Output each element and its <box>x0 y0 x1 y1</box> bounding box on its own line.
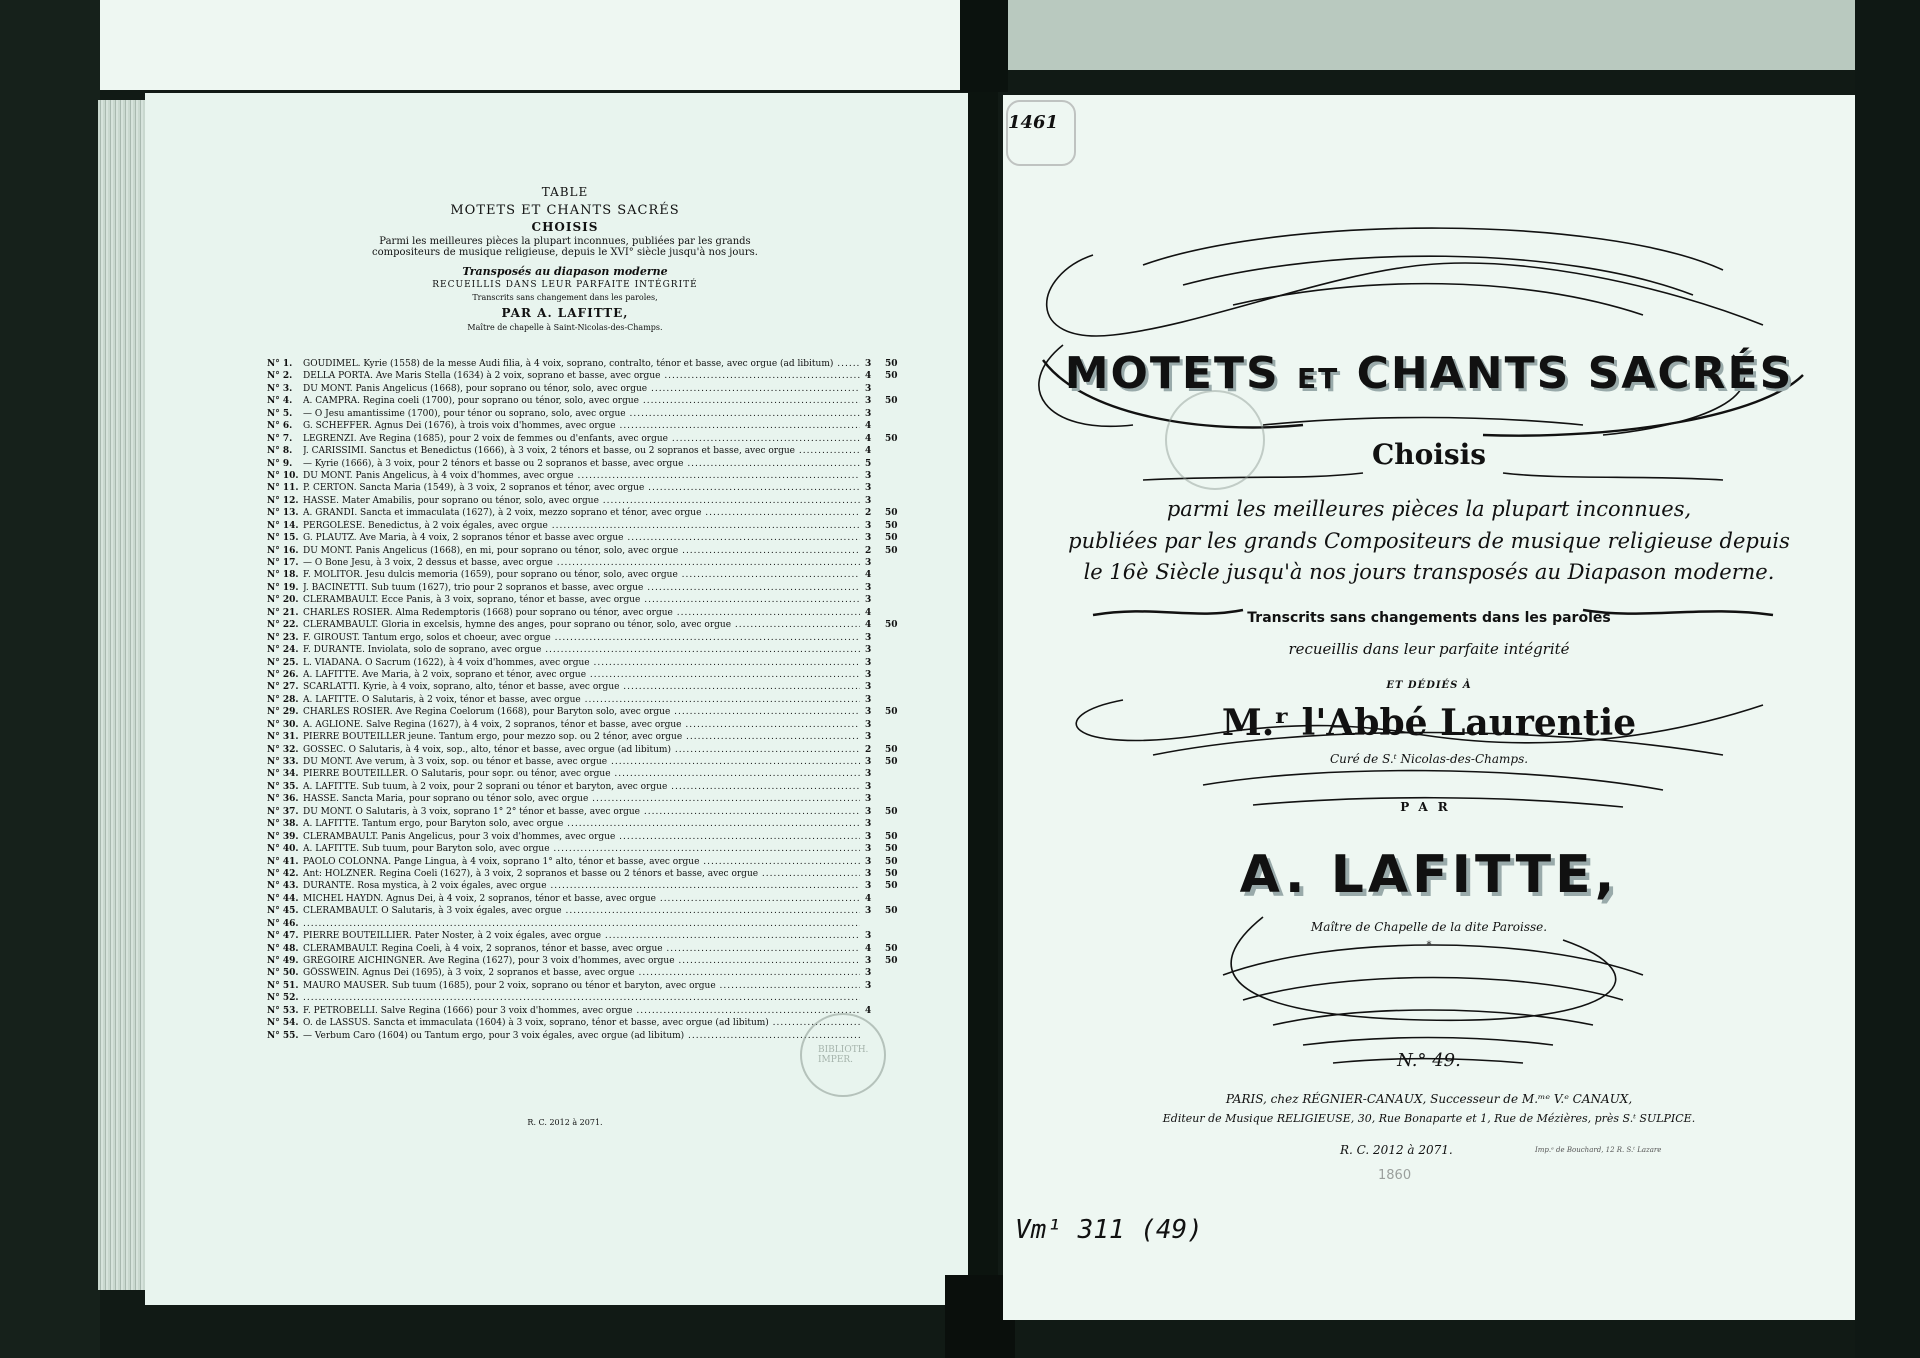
toc-entry-cents: 50 <box>885 508 898 519</box>
toc-entry-number: N° 30. <box>267 719 299 730</box>
toc-entry-text: CLERAMBAULT. Ecce Panis, à 3 voix, soprano, ténor et basse, avec orgue ..... <box>303 594 860 606</box>
toc-entry <box>267 744 917 756</box>
toc-entry-cents: 50 <box>885 545 898 556</box>
toc-entry-number: N° 44. <box>267 893 299 904</box>
toc-entry <box>267 433 917 445</box>
toc-entry <box>267 495 917 507</box>
toc-entry-text: A. LAFITTE. O Salutaris, à 2 voix, ténor et basse, avec orgue ..... <box>303 694 860 706</box>
toc-entry-price: 3 <box>865 707 872 718</box>
toc-entry-text: SCARLATTI. Kyrie, à 4 voix, soprano, alto, ténor et basse, avec orgue ..... <box>303 681 860 693</box>
toc-entry-number: N° 24. <box>267 645 299 656</box>
description-line-3: le 16è Siècle jusqu'à nos jours transposés au Diapason moderne. <box>1083 560 1775 584</box>
toc-entry-cents: 50 <box>885 533 898 544</box>
dedicatee-name: M.ʳ l'Abbé Laurentie <box>1221 702 1637 744</box>
right-background <box>1855 0 1920 1358</box>
toc-entry <box>267 532 917 544</box>
toc-entry-number: N° 9. <box>267 458 293 469</box>
toc-entry <box>267 856 917 868</box>
toc-entry-number: N° 7. <box>267 433 293 444</box>
toc-entry <box>267 632 917 644</box>
spine-clip-top <box>960 0 1008 92</box>
toc-entry-number: N° 48. <box>267 943 299 954</box>
toc-entry <box>267 868 917 880</box>
toc-entry-price: 3 <box>865 408 872 419</box>
toc-entry-text: J. CARISSIMI. Sanctus et Benedictus (1666), à 3 voix, 2 ténors et basse, ou 2 sopranos et basse, avec orgue ..... <box>303 445 860 457</box>
toc-entry-number: N° 22. <box>267 620 299 631</box>
toc-entry-number: N° 37. <box>267 806 299 817</box>
toc-entry-number: N° 55. <box>267 1030 299 1041</box>
toc-entry-text: MICHEL HAYDN. Agnus Dei, à 4 voix, 2 sopranos, ténor et basse, avec orgue ..... <box>303 893 860 905</box>
toc-entry-number: N° 11. <box>267 483 299 494</box>
description-line-1: parmi les meilleures pièces la plupart inconnues, <box>1166 497 1692 521</box>
toc-entry-number: N° 31. <box>267 732 299 743</box>
main-title <box>1003 348 1855 399</box>
toc-entry-text: HASSE. Sancta Maria, pour soprano ou ténor solo, avec orgue ..... <box>303 793 860 805</box>
toc-entry-price: 4 <box>865 620 872 631</box>
toc-entry <box>267 731 917 743</box>
toc-entry <box>267 395 917 407</box>
toc-entry-number: N° 23. <box>267 632 299 643</box>
toc-entry-price: 3 <box>865 595 872 606</box>
toc-entry <box>267 694 917 706</box>
toc-entry-cents: 50 <box>885 868 898 879</box>
toc-entry <box>267 445 917 457</box>
toc-entry <box>267 545 917 557</box>
toc-entry <box>267 582 917 594</box>
toc-entry-price: 4 <box>865 371 872 382</box>
toc-entry-price: 3 <box>865 881 872 892</box>
toc-entry-number: N° 10. <box>267 470 299 481</box>
toc-entry-text: A. LAFITTE. Tantum ergo, pour Baryton solo, avec orgue ..... <box>303 818 860 830</box>
toc-entry-text: DURANTE. Rosa mystica, à 2 voix égales, avec orgue ..... <box>303 880 860 892</box>
toc-entry-price: 3 <box>865 868 872 879</box>
toc-entry-number: N° 49. <box>267 956 299 966</box>
toc-entry-price: 3 <box>865 533 872 544</box>
flourish-choisis-right <box>1503 473 1723 480</box>
toc-entry-text: PIERRE BOUTEILLER. O Salutaris, pour sopr. ou ténor, avec orgue ..... <box>303 768 860 780</box>
toc-entry-price: 4 <box>865 570 872 581</box>
toc-main-title: MOTETS ET CHANTS SACRÉS <box>450 203 680 218</box>
toc-list <box>267 358 917 1042</box>
toc-entry <box>267 980 917 992</box>
flourish-dedication-3 <box>1203 771 1663 790</box>
toc-entry <box>267 793 917 805</box>
flourish-top-3 <box>1183 256 1693 295</box>
toc-entry <box>267 619 917 631</box>
toc-entry-cents: 50 <box>885 831 898 842</box>
toc-entry-text: F. PETROBELLI. Salve Regina (1666) pour 3 voix d'hommes, avec orgue ..... <box>303 1005 860 1017</box>
recueillis-line: recueillis dans leur parfaite intégrité <box>1288 640 1570 658</box>
toc-entry-number: N° 32. <box>267 744 299 755</box>
toc-entry-number: N° 28. <box>267 694 299 705</box>
toc-entry-price: 3 <box>865 520 872 531</box>
toc-entry-price: 3 <box>865 844 872 855</box>
toc-entry-number: N° 33. <box>267 757 299 767</box>
toc-entry-price: 3 <box>865 719 872 730</box>
toc-entry-cents: 50 <box>885 620 898 631</box>
toc-entry-cents: 50 <box>885 359 898 369</box>
toc-entry-price: 2 <box>865 744 872 755</box>
library-stamp-top <box>1006 100 1076 166</box>
toc-entry-price: 3 <box>865 769 872 780</box>
toc-entry-price: 2 <box>865 545 872 556</box>
toc-entry-number: N° 52. <box>267 993 299 1004</box>
issue-number: N.° 49. <box>1397 1050 1461 1071</box>
toc-entry-text: MAURO MAUSER. Sub tuum (1685), pour 2 voix, soprano ou ténor et baryton, avec orgue ..... <box>303 980 860 992</box>
toc-entry-text: LEGRENZI. Ave Regina (1685), pour 2 voix de femmes ou d'enfants, avec orgue ..... <box>303 433 860 445</box>
plate-number: R. C. 2012 à 2071. <box>1340 1143 1453 1157</box>
toc-entry-price: 3 <box>865 819 872 830</box>
toc-entry-text <box>303 918 860 930</box>
toc-entry-cents: 50 <box>885 943 898 954</box>
toc-entry <box>267 1005 917 1017</box>
toc-entry-number: N° 25. <box>267 657 299 668</box>
toc-entry-number: N° 54. <box>267 1018 299 1029</box>
toc-entry-price: 2 <box>865 508 872 519</box>
toc-entry-text: F. MOLITOR. Jesu dulcis memoria (1659), pour soprano ou ténor, solo, avec orgue ..... <box>303 569 860 581</box>
description-line-2: publiées par les grands Compositeurs de musique religieuse depuis <box>1068 529 1790 553</box>
toc-entry-text: A. LAFITTE. Ave Maria, à 2 voix, soprano et ténor, avec orgue ..... <box>303 669 860 681</box>
toc-entry-price: 4 <box>865 1005 872 1016</box>
toc-entry-number: N° 38. <box>267 819 299 830</box>
toc-entry-text: — Verbum Caro (1604) ou Tantum ergo, pour 3 voix égales, avec orgue (ad libitum) ..... <box>303 1030 860 1042</box>
toc-entry <box>267 482 917 494</box>
toc-entry-text: O. de LASSUS. Sancta et immaculata (1604) à 3 voix, soprano, ténor et basse, avec orgue (ad libitum) ..... <box>303 1017 860 1029</box>
toc-entry-price: 3 <box>865 694 872 705</box>
toc-entry-number: N° 16. <box>267 545 299 556</box>
flourish-bottom-3 <box>1243 978 1623 1001</box>
toc-entry-price: 3 <box>865 645 872 656</box>
toc-entry-text: CHARLES ROSIER. Ave Regina Coelorum (1668), pour Baryton solo, avec orgue ..... <box>303 706 860 718</box>
toc-entry-price: 4 <box>865 433 872 444</box>
top-background-light <box>0 0 960 90</box>
flourish-choisis-left <box>1143 473 1363 480</box>
toc-entry <box>267 806 917 818</box>
toc-entry-price: 3 <box>865 732 872 743</box>
toc-entry-text: P. CERTON. Sancta Maria (1549), à 3 voix, 2 sopranos et ténor, avec orgue ..... <box>303 482 860 494</box>
toc-entry-price: 3 <box>865 582 872 593</box>
toc-entry <box>267 420 917 432</box>
toc-entry-price: 3 <box>865 956 872 966</box>
toc-entry <box>267 831 917 843</box>
toc-entry-price: 3 <box>865 831 872 842</box>
toc-entry-text: CHARLES ROSIER. Alma Redemptoris (1668) pour soprano ou ténor, avec orgue ..... <box>303 607 860 619</box>
toc-entry-price: 3 <box>865 781 872 792</box>
toc-entry-text: A. GRANDI. Sancta et immaculata (1627), à 2 voix, mezzo soprano et ténor, avec orgue ..... <box>303 507 860 519</box>
toc-entry-text: PIERRE BOUTEILLIER. Pater Noster, à 2 voix égales, avec orgue ..... <box>303 930 860 942</box>
publisher-address: Editeur de Musique RELIGIEUSE, 30, Rue Bonaparte et 1, Rue de Mézières, près S.ᵗ SULPICE. <box>1162 1112 1696 1125</box>
toc-entry <box>267 507 917 519</box>
toc-entry <box>267 370 917 382</box>
toc-entry-price: 3 <box>865 806 872 817</box>
toc-entry-cents: 50 <box>885 707 898 718</box>
toc-entry <box>267 557 917 569</box>
toc-entry-price: 3 <box>865 495 872 506</box>
toc-entry-number: N° 8. <box>267 446 293 457</box>
toc-entry <box>267 818 917 830</box>
toc-entry-cents: 50 <box>885 433 898 444</box>
toc-entry-cents: 50 <box>885 520 898 531</box>
printer-line: Imp.ᵉ de Bouchard, 12 R. S.ᵗ Lazare <box>1535 1146 1662 1154</box>
toc-entry-cents: 50 <box>885 757 898 767</box>
toc-entry-price: 3 <box>865 383 872 394</box>
toc-entry-number: N° 21. <box>267 607 299 618</box>
stamp-text: BIBLIOTH. IMPER. <box>818 1045 869 1065</box>
toc-entry <box>267 569 917 581</box>
library-stamp-left <box>800 1013 886 1097</box>
toc-entry-number: N° 39. <box>267 831 299 842</box>
author-title: Maître de Chapelle de la dite Paroisse. <box>1310 920 1548 934</box>
toc-entry-text: CLERAMBAULT. Gloria in excelsis, hymne des anges, pour soprano ou ténor, solo, avec orgue ..... <box>303 619 860 631</box>
toc-entry-price: 3 <box>865 906 872 917</box>
toc-entry-number: N° 12. <box>267 495 299 506</box>
toc-entry <box>267 918 917 930</box>
toc-entry <box>267 880 917 892</box>
flourish-top-4 <box>1233 284 1643 315</box>
toc-entry-price: 4 <box>865 421 872 432</box>
toc-entry <box>267 594 917 606</box>
toc-entry-text: F. DURANTE. Inviolata, solo de soprano, avec orgue ..... <box>303 644 860 656</box>
toc-entry-price: 3 <box>865 856 872 867</box>
toc-entry-number: N° 42. <box>267 868 299 879</box>
toc-entry <box>267 719 917 731</box>
par-label: PAR <box>1400 800 1458 814</box>
toc-transposes: Transposés au diapason moderne <box>462 265 668 278</box>
toc-entry-number: N° 2. <box>267 371 293 382</box>
toc-entry <box>267 681 917 693</box>
toc-entry-price: 3 <box>865 396 872 407</box>
toc-entry-text: PIERRE BOUTEILLER jeune. Tantum ergo, pour mezzo sop. ou 2 ténor, avec orgue ..... <box>303 731 860 743</box>
toc-entry-number: N° 29. <box>267 707 299 718</box>
toc-entry-price: 4 <box>865 446 872 457</box>
publisher-line: PARIS, chez RÉGNIER-CANAUX, Successeur de M.ᵐᵉ V.ᵉ CANAUX, <box>1225 1092 1633 1106</box>
toc-entry <box>267 644 917 656</box>
flourish-top-1 <box>1047 255 1763 336</box>
toc-entry <box>267 843 917 855</box>
flourish-mid-line <box>1263 418 1583 426</box>
toc-entry-text: J. BACINETTI. Sub tuum (1627), trio pour 2 sopranos et basse, avec orgue ..... <box>303 582 860 594</box>
star-ornament: * <box>1426 940 1432 951</box>
toc-entry-text: GRÉGOIRE AICHINGNER. Ave Regina (1627), pour 3 voix d'hommes, avec orgue ..... <box>303 955 860 967</box>
toc-entry-price: 3 <box>865 682 872 693</box>
toc-entry-number: N° 18. <box>267 570 299 581</box>
toc-entry-price: 3 <box>865 657 872 668</box>
toc-entry-number: N° 3. <box>267 383 293 394</box>
toc-entry-text: PAOLO COLONNA. Pange Lingua, à 4 voix, soprano 1° alto, ténor et basse, avec orgue ..... <box>303 856 860 868</box>
toc-entry-price: 3 <box>865 558 872 568</box>
author-name: A. LAFITTE, <box>1239 845 1619 905</box>
toc-entry <box>267 781 917 793</box>
shelfmark: Vm¹ 311 (49) <box>1015 1215 1203 1245</box>
toc-entry <box>267 383 917 395</box>
page-edges <box>98 100 148 1290</box>
toc-entry <box>267 607 917 619</box>
toc-entry-price: 3 <box>865 757 872 767</box>
toc-entry-text: A. LAFITTE. Sub tuum, pour Baryton solo, avec orgue ..... <box>303 843 860 855</box>
toc-entry-price: 3 <box>865 794 872 805</box>
toc-entry-number: N° 34. <box>267 769 299 780</box>
toc-entry <box>267 768 917 780</box>
toc-author: PAR A. LAFITTE, <box>501 306 629 320</box>
toc-author-title: Maître de chapelle à Saint-Nicolas-des-Champs. <box>467 323 663 332</box>
toc-entry-text: — O Bone Jesu, à 3 voix, 2 dessus et basse, avec orgue ..... <box>303 557 860 569</box>
toc-entry <box>267 943 917 955</box>
left-background <box>0 0 100 1358</box>
toc-entry-price: 3 <box>865 470 872 481</box>
toc-entry-number: N° 43. <box>267 881 299 892</box>
catalog-number: 1461 <box>1008 112 1059 133</box>
dedies-line: ET DÉDIÉS À <box>1386 680 1472 691</box>
toc-entry-number: N° 41. <box>267 856 299 867</box>
toc-entry-text: CLERAMBAULT. Panis Angelicus, pour 3 voix d'hommes, avec orgue ..... <box>303 831 860 843</box>
toc-entry-text: GOUDIMEL. Kyrie (1558) de la messe Audi filia, à 4 voix, soprano, contralto, ténor et basse, avec orgue (ad libitum) ..... <box>303 358 860 370</box>
toc-entry-text: G. PLAUTZ. Ave Maria, à 4 voix, 2 sopranos ténor et basse avec orgue ..... <box>303 532 860 544</box>
toc-entry-number: N° 51. <box>267 980 299 991</box>
toc-entry <box>267 706 917 718</box>
toc-entry-text: DELLA PORTA. Ave Maris Stella (1634) à 2 voix, soprano et basse, avec orgue ..... <box>303 370 860 382</box>
title-et: ET <box>1297 362 1340 395</box>
toc-entry-price: 3 <box>865 632 872 643</box>
toc-entry-cents: 50 <box>885 956 898 966</box>
toc-entry-number: N° 53. <box>267 1005 299 1016</box>
toc-entry <box>267 520 917 532</box>
toc-entry-text: A. CAMPRA. Regina coeli (1700), pour soprano ou ténor, solo, avec orgue ..... <box>303 395 860 407</box>
toc-entry-price: 4 <box>865 893 872 904</box>
toc-entry-number: N° 50. <box>267 968 299 979</box>
toc-entry-text: GÖSSWEIN. Agnus Dei (1695), à 3 voix, 2 sopranos et basse, avec orgue ..... <box>303 967 860 979</box>
toc-entry-price: 3 <box>865 359 872 369</box>
toc-entry-text: A. LAFITTE. Sub tuum, à 2 voix, pour 2 soprani ou ténor et baryton, avec orgue ..... <box>303 781 860 793</box>
subtitle-choisis: Choisis <box>1371 438 1487 471</box>
toc-entry <box>267 905 917 917</box>
toc-entry-cents: 50 <box>885 396 898 407</box>
title-part1: MOTETS <box>1064 348 1280 399</box>
toc-recueillis: RECUEILLIS DANS LEUR PARFAITE INTÉGRITÉ <box>432 280 698 290</box>
dedicatee-title: Curé de S.ᵗ Nicolas-des-Champs. <box>1329 752 1529 766</box>
toc-entry-cents: 50 <box>885 806 898 817</box>
toc-entry-cents: 50 <box>885 856 898 867</box>
toc-entry-text: DU MONT. Panis Angelicus, à 4 voix d'hommes, avec orgue ..... <box>303 470 860 482</box>
toc-entry-number: N° 35. <box>267 781 299 792</box>
toc-entry-text: Ant: HOLZNER. Regina Coeli (1627), à 3 voix, 2 sopranos et basse ou 2 ténors et basse, avec orgue ..... <box>303 868 860 880</box>
toc-entry <box>267 893 917 905</box>
toc-entry-number: N° 40. <box>267 844 299 855</box>
toc-entry-price: 3 <box>865 483 872 494</box>
toc-entry-number: N° 19. <box>267 582 299 593</box>
toc-entry-cents: 50 <box>885 906 898 917</box>
left-page-table-of-contents <box>145 93 985 1305</box>
toc-entry-text: DU MONT. Panis Angelicus (1668), en mi, pour soprano ou ténor, solo, avec orgue ..... <box>303 545 860 557</box>
toc-entry-cents: 50 <box>885 881 898 892</box>
toc-entry-text: G. SCHEFFER. Agnus Dei (1676), à trois voix d'hommes, avec orgue ..... <box>303 420 860 432</box>
toc-entry-text <box>303 992 860 1004</box>
toc-transcrits: Transcrits sans changement dans les paroles, <box>472 293 658 302</box>
title-part2: CHANTS SACRÉS <box>1356 348 1794 399</box>
toc-entry-text: DU MONT. O Salutaris, à 3 voix, soprano 1° 2° ténor et basse, avec orgue ..... <box>303 806 860 818</box>
toc-entry <box>267 756 917 768</box>
toc-entry <box>267 992 917 1004</box>
toc-choisis: CHOISIS <box>531 220 599 234</box>
toc-entry-price: 3 <box>865 931 872 942</box>
toc-entry-number: N° 15. <box>267 533 299 544</box>
toc-entry <box>267 669 917 681</box>
toc-entry-number: N° 46. <box>267 918 299 929</box>
toc-entry-number: N° 1. <box>267 359 293 369</box>
toc-entry-number: N° 36. <box>267 794 299 805</box>
toc-entry-price: 4 <box>865 943 872 954</box>
toc-entry-text: DU MONT. Ave verum, à 3 voix, sop. ou ténor et basse, avec orgue ..... <box>303 756 860 768</box>
toc-entry-number: N° 4. <box>267 396 293 407</box>
toc-entry-number: N° 47. <box>267 931 299 942</box>
toc-entry-text: GOSSEC. O Salutaris, à 4 voix, sop., alto, ténor et basse, avec orgue (ad libitum) ..... <box>303 744 860 756</box>
toc-description: Parmi les meilleures pièces la plupart inconnues, publiées par les grands compositeurs de musique religieuse, depuis le XVI° siècle jusqu'à nos jours. <box>372 236 758 258</box>
toc-entry-number: N° 6. <box>267 421 293 432</box>
toc-entry-price: 3 <box>865 669 872 680</box>
book-spine <box>968 60 998 1358</box>
toc-entry-price: 5 <box>865 458 872 469</box>
toc-entry-cents: 50 <box>885 371 898 382</box>
flourish-bottom-5 <box>1303 1038 1553 1046</box>
toc-entry-text: A. AGLIONE. Salve Regina (1627), à 4 voix, 2 sopranos, ténor et basse, avec orgue ..... <box>303 719 860 731</box>
toc-entry <box>267 470 917 482</box>
toc-entry-price: 4 <box>865 607 872 618</box>
toc-entry <box>267 458 917 470</box>
toc-entry-number: N° 14. <box>267 520 299 531</box>
toc-entry-text: — Kyrie (1666), à 3 voix, pour 2 ténors et basse ou 2 sopranos et basse, avec orgue ..... <box>303 458 860 470</box>
toc-entry-text: CLERAMBAULT. Regina Coeli, à 4 voix, 2 sopranos, ténor et basse, avec orgue ..... <box>303 943 860 955</box>
toc-entry-number: N° 26. <box>267 669 299 680</box>
toc-entry <box>267 358 917 370</box>
transcrits-line: Transcrits sans changements dans les paroles <box>1247 610 1611 626</box>
toc-entry-number: N° 13. <box>267 508 299 519</box>
toc-entry-cents: 50 <box>885 744 898 755</box>
toc-entry-number: N° 45. <box>267 906 299 917</box>
toc-entry <box>267 408 917 420</box>
toc-entry-number: N° 17. <box>267 558 299 568</box>
toc-entry-number: N° 27. <box>267 682 299 693</box>
toc-entry-text: CLERAMBAULT. O Salutaris, à 3 voix égales, avec orgue ..... <box>303 905 860 917</box>
toc-entry-price: 3 <box>865 968 872 979</box>
toc-rc-number: R. C. 2012 à 2071. <box>527 1118 603 1127</box>
toc-entry-cents: 50 <box>885 844 898 855</box>
toc-entry <box>267 967 917 979</box>
toc-entry <box>267 930 917 942</box>
toc-entry <box>267 657 917 669</box>
toc-entry-number: N° 20. <box>267 595 299 606</box>
toc-entry-text: HASSE. Mater Amabilis, pour soprano ou ténor, solo, avec orgue ..... <box>303 495 860 507</box>
toc-entry-text: F. GIROUST. Tantum ergo, solos et choeur, avec orgue ..... <box>303 632 860 644</box>
toc-entry-text: PERGOLÈSE. Benedictus, à 2 voix égales, avec orgue ..... <box>303 520 860 532</box>
toc-title: TABLE <box>541 185 589 199</box>
toc-entry-text: — O Jesu amantissime (1700), pour ténor ou soprano, solo, avec orgue ..... <box>303 408 860 420</box>
toc-entry-text: L. VIADANA. O Sacrum (1622), à 4 voix d'hommes, avec orgue ..... <box>303 657 860 669</box>
toc-entry-number: N° 5. <box>267 408 293 419</box>
toc-entry <box>267 955 917 967</box>
toc-entry-text: DU MONT. Panis Angelicus (1668), pour soprano ou ténor, solo, avec orgue ..... <box>303 383 860 395</box>
deposit-year: 1860 <box>1378 1168 1412 1183</box>
toc-entry-price: 3 <box>865 980 872 991</box>
